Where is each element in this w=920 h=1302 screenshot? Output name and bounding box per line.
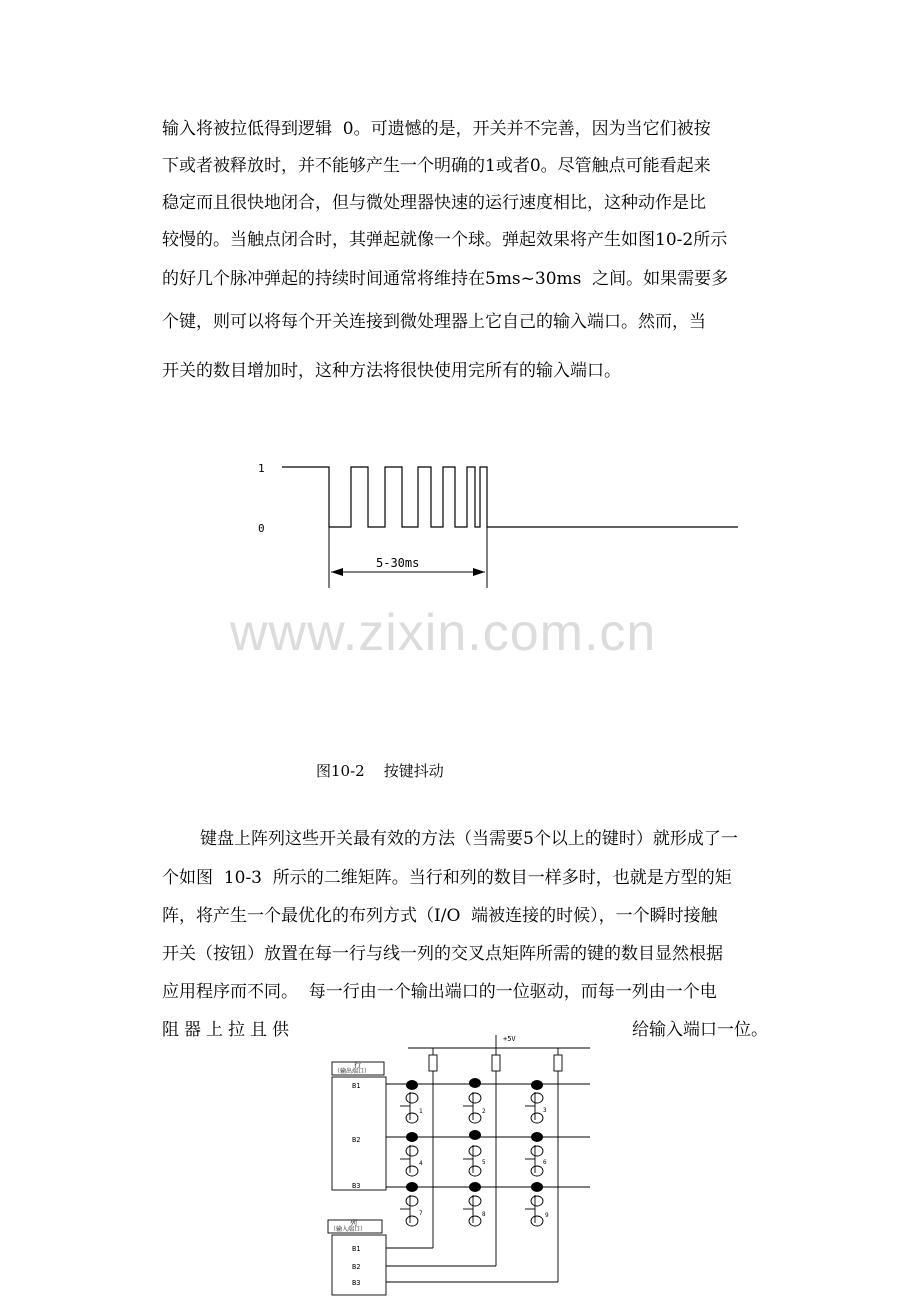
col-label-b2: B2 [352, 1263, 361, 1271]
col-label-b3: B3 [352, 1279, 361, 1287]
text-line: 开关（按钮）放置在每一行与线一列的交叉点矩阵所需的键的数目显然根据 [162, 944, 723, 964]
switch-7 [400, 1195, 418, 1226]
text-line: 下或者被释放时，并不能够产生一个明确的1或者0。尽管触点可能看起来 [162, 156, 711, 176]
text-line: 阻器上拉且供 [162, 1020, 294, 1040]
text-line: 的好几个脉冲弹起的持续时间通常将维持在5ms~30ms 之间。如果需要多 [162, 269, 729, 289]
switch-6 [525, 1145, 543, 1176]
high-level-label: 1 [258, 462, 265, 475]
key-number: 4 [419, 1160, 423, 1167]
key-number: 5 [482, 1159, 486, 1166]
key-number: 6 [543, 1159, 547, 1166]
key-number: 8 [482, 1211, 486, 1218]
switch-9 [525, 1195, 543, 1226]
text-line: 稳定而且很快地闭合，但与微处理器快速的运行速度相比，这种动作是比 [162, 193, 706, 213]
row-port-subtitle: （输出端口） [334, 1068, 371, 1075]
text-line: 阵，将产生一个最优化的布列方式（I/O 端被连接的时候），一个瞬时接触 [162, 906, 718, 926]
col-port-subtitle: （输入端口） [330, 1226, 367, 1233]
vcc-label: +5V [503, 1035, 516, 1043]
col-port-title: 列 [350, 1219, 357, 1227]
watermark: www.zixin.com.cn [230, 604, 657, 662]
arrow-head-right [473, 568, 485, 576]
key-number: 7 [419, 1210, 423, 1217]
row-port-title: 行 [354, 1061, 361, 1069]
row-label-b2: B2 [352, 1136, 361, 1144]
text-line: 给输入端口一位。 [632, 1020, 768, 1040]
duration-label: 5-30ms [376, 556, 420, 570]
switch-1 [400, 1092, 418, 1123]
key-number: 1 [419, 1108, 423, 1115]
key-number: 3 [543, 1107, 547, 1114]
key-number: 9 [545, 1212, 549, 1219]
switch-2 [463, 1092, 481, 1123]
text-line: 较慢的。当触点闭合时，其弹起就像一个球。弹起效果将产生如图10-2所示 [162, 230, 728, 250]
row-label-b1: B1 [352, 1082, 361, 1090]
switch-5 [463, 1145, 481, 1176]
figure-caption: 图10-2 按键抖动 [316, 762, 444, 780]
key-number: 2 [482, 1108, 486, 1115]
bounce-waveform-figure [0, 450, 920, 590]
text-line: 键盘上阵列这些开关最有效的方法（当需要5个以上的键时）就形成了一 [200, 829, 738, 849]
switch-8 [463, 1195, 481, 1226]
col-label-b1: B1 [352, 1245, 361, 1253]
text-line: 输入将被拉低得到逻辑 0。可遗憾的是，开关并不完善，因为当它们被按 [162, 119, 711, 139]
text-line: 个键，则可以将每个开关连接到微处理器上它自己的输入端口。然而，当 [162, 312, 706, 332]
waveform-line [282, 467, 738, 527]
low-level-label: 0 [258, 522, 265, 535]
row-label-b3: B3 [352, 1182, 361, 1190]
junction-dots [406, 1078, 543, 1192]
text-line: 开关的数目增加时，这种方法将很快使用完所有的输入端口。 [162, 361, 621, 381]
switch-3 [525, 1092, 543, 1123]
text-line: 应用程序而不同。 每一行由一个输出端口的一位驱动，而每一列由一个电 [162, 982, 717, 1002]
text-line: 个如图 10-3 所示的二维矩阵。当行和列的数目一样多时，也就是方型的矩 [162, 868, 732, 888]
switch-4 [400, 1145, 418, 1176]
arrow-head-left [331, 568, 343, 576]
key-matrix-figure [320, 1030, 620, 1300]
